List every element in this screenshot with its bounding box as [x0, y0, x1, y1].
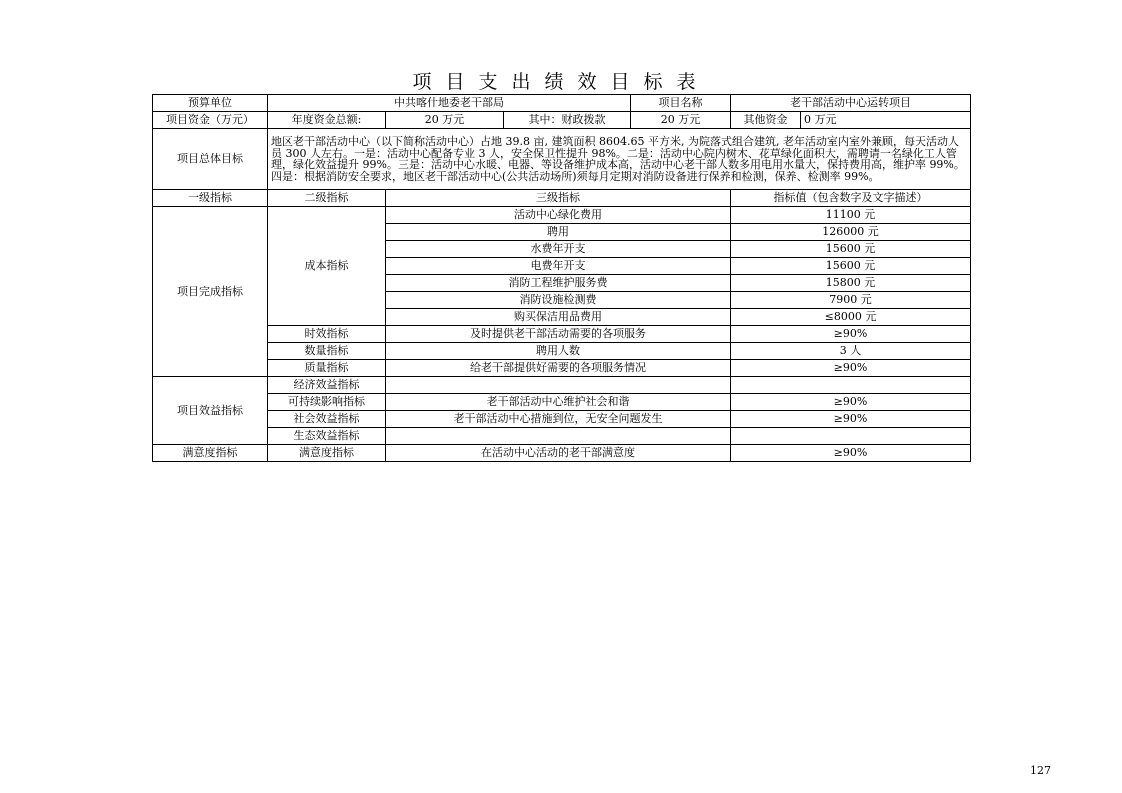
- benefit-level3: 老干部活动中心措施到位，无安全问题发生: [386, 411, 731, 428]
- benefit-level3: [386, 428, 731, 445]
- level2-header: 二级指标: [268, 190, 386, 207]
- cost-level3: 水费年开支: [386, 241, 731, 258]
- cost-value: 126000 元: [731, 224, 971, 241]
- quality-level2: 质量指标: [268, 360, 386, 377]
- other-funds-value: 0 万元: [801, 112, 971, 129]
- table-row: [153, 411, 971, 428]
- fiscal-label: 其中：财政拨款: [504, 112, 631, 129]
- cost-value: ≤8000 元: [731, 309, 971, 326]
- funds-label: 项目资金（万元）: [153, 112, 268, 129]
- quantity-level3: 聘用人数: [386, 343, 731, 360]
- benefit-level3: [386, 377, 731, 394]
- table-row: [153, 207, 971, 224]
- column-header-row: [153, 190, 971, 207]
- table-row: [153, 360, 971, 377]
- quantity-value: 3 人: [731, 343, 971, 360]
- satisfaction-level2: 满意度指标: [268, 445, 386, 462]
- benefit-level3: 老干部活动中心维护社会和谐: [386, 394, 731, 411]
- project-name-label: 项目名称: [631, 95, 731, 112]
- level3-header: 三级指标: [386, 190, 731, 207]
- cost-level3: 购买保洁用品费用: [386, 309, 731, 326]
- cost-value: 15800 元: [731, 275, 971, 292]
- annual-total-label: 年度资金总额:: [268, 112, 386, 129]
- other-funds-label: 其他资金: [731, 112, 801, 129]
- table-row: [153, 377, 971, 394]
- level1-header: 一级指标: [153, 190, 268, 207]
- budget-unit-value: 中共喀什地委老干部局: [268, 95, 631, 112]
- quantity-level2: 数量指标: [268, 343, 386, 360]
- cost-level2: 成本指标: [268, 207, 386, 326]
- project-name-value: 老干部活动中心运转项目: [731, 95, 971, 112]
- cost-level3: 电费年开支: [386, 258, 731, 275]
- budget-unit-row: [153, 95, 971, 112]
- cost-level3: 消防工程维护服务费: [386, 275, 731, 292]
- overall-goal-row: [153, 129, 971, 190]
- benefit-level2: 生态效益指标: [268, 428, 386, 445]
- budget-unit-label: 预算单位: [153, 95, 268, 112]
- table-row: [153, 326, 971, 343]
- table-row: [153, 445, 971, 462]
- fiscal-value: 20 万元: [631, 112, 731, 129]
- satisfaction-value: ≥90%: [731, 445, 971, 462]
- cost-value: 7900 元: [731, 292, 971, 309]
- cost-level3: 消防设施检测费: [386, 292, 731, 309]
- annual-total-value: 20 万元: [386, 112, 504, 129]
- timeliness-value: ≥90%: [731, 326, 971, 343]
- benefit-level2: 可持续影响指标: [268, 394, 386, 411]
- value-header: 指标值（包含数字及文字描述）: [731, 190, 971, 207]
- benefit-value: [731, 428, 971, 445]
- performance-goal-table: [152, 94, 971, 462]
- benefit-value: ≥90%: [731, 394, 971, 411]
- overall-goal-label: 项目总体目标: [153, 129, 268, 190]
- table-row: [153, 343, 971, 360]
- page-number: 127: [1030, 764, 1051, 777]
- quality-value: ≥90%: [731, 360, 971, 377]
- quality-level3: 给老干部提供好需要的各项服务情况: [386, 360, 731, 377]
- benefit-level1: 项目效益指标: [153, 377, 268, 445]
- cost-value: 15600 元: [731, 241, 971, 258]
- cost-level3: 活动中心绿化费用: [386, 207, 731, 224]
- cost-level3: 聘用: [386, 224, 731, 241]
- satisfaction-level1: 满意度指标: [153, 445, 268, 462]
- satisfaction-level3: 在活动中心活动的老干部满意度: [386, 445, 731, 462]
- cost-value: 11100 元: [731, 207, 971, 224]
- timeliness-level3: 及时提供老干部活动需要的各项服务: [386, 326, 731, 343]
- benefit-value: [731, 377, 971, 394]
- benefit-level2: 经济效益指标: [268, 377, 386, 394]
- timeliness-level2: 时效指标: [268, 326, 386, 343]
- benefit-level2: 社会效益指标: [268, 411, 386, 428]
- table-row: [153, 394, 971, 411]
- funds-row: [153, 112, 971, 129]
- table-row: [153, 428, 971, 445]
- completion-level1: 项目完成指标: [153, 207, 268, 377]
- page-title: 项目支出绩效目标表: [412, 71, 710, 93]
- benefit-value: ≥90%: [731, 411, 971, 428]
- overall-goal-text: 地区老干部活动中心（以下简称活动中心）占地 39.8 亩, 建筑面积 8604.65 平方米, 为院落式组合建筑, 老年活动室内室外兼顾，每天活动人员 300 人左右。一是：活动中心配备专业 3 人，安全保卫性提升 98%。二是：活动中心院内树木、花草绿化面积大，需聘请一名绿化工人管理，绿化效益提升 99%。三是：活动中心水暖、电器、等设备维护成本高，活动中心老干部人数多用电用水量大，保持费用高，维护率 99%。四是：根据消防安全要求，地区老干部活动中心(公共活动场所)须每月定期对消防设备进行保养和检测，保养、检测率 99%。: [268, 129, 971, 190]
- cost-value: 15600 元: [731, 258, 971, 275]
